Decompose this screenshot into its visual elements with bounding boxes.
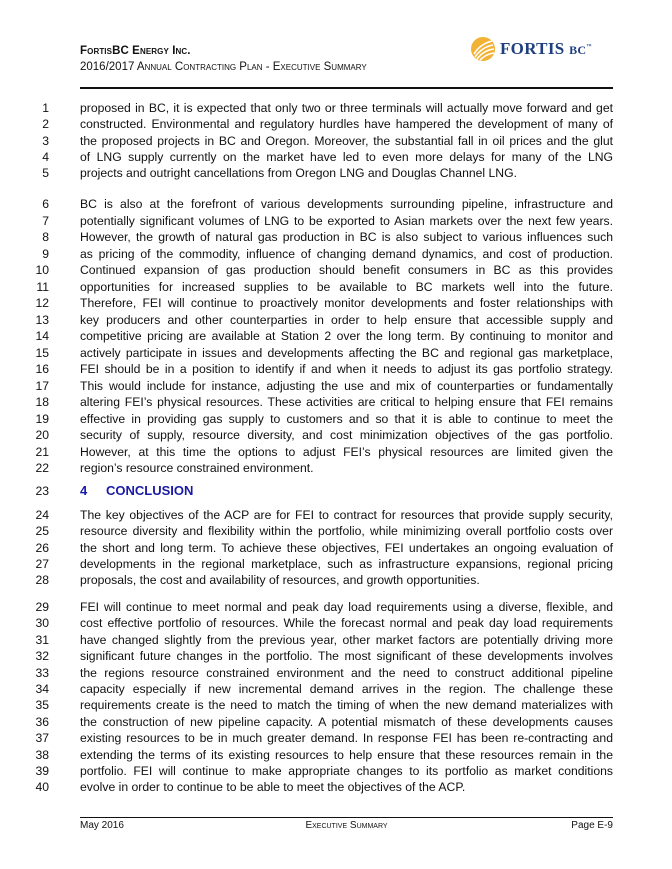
- section-number: 4: [80, 483, 88, 498]
- flame-icon: [470, 36, 496, 62]
- line-text: projects and outright cancellations from Oregon LNG and Douglas Channel LNG.: [80, 166, 517, 181]
- line-number: 13: [35, 312, 49, 327]
- text-line: [0, 570, 672, 590]
- line-number: 37: [35, 731, 49, 746]
- line-number: 2: [42, 117, 49, 132]
- company-name: FortisBC Energy Inc.: [80, 45, 191, 57]
- line-number: 6: [42, 197, 49, 211]
- line-number: 30: [35, 616, 49, 631]
- text-line: [0, 777, 672, 797]
- line-number: 36: [35, 714, 49, 729]
- line-number: 14: [35, 329, 49, 343]
- line-number: 40: [35, 780, 49, 795]
- footer-section: Executive Summary: [305, 820, 388, 831]
- footer-date: May 2016: [80, 820, 124, 831]
- line-text: evolve in order to continue to be able to meet the objectives of the ACP.: [80, 780, 466, 795]
- line-number: 39: [35, 764, 49, 778]
- line-number: 33: [35, 665, 49, 680]
- line-number: 3: [42, 133, 49, 148]
- line-text: security of supply, resource diversity, and cost minimization objectives of the gas portfolio.: [80, 428, 613, 442]
- line-text: the proposed projects in BC and Oregon. Moreover, the substantial fall in oil prices and the glut: [80, 133, 613, 148]
- line-text: Therefore, FEI will continue to proactively monitor developments and foster relationships with: [80, 296, 613, 310]
- line-text: the short and long term. To achieve these objectives, FEI undertakes an ongoing evaluation of: [80, 540, 613, 555]
- line-text: Continued expansion of gas production should benefit consumers in BC as this provides: [80, 263, 613, 277]
- line-text: have changed slightly from the previous year, other market factors are potentially driving more: [80, 632, 613, 647]
- line-number: 8: [42, 230, 49, 244]
- line-number: 28: [35, 573, 49, 588]
- text-line: [0, 163, 672, 183]
- line-text: of LNG supply currently on the market have led to even more delays for many of the LNG: [80, 149, 613, 164]
- line-text: effective in providing gas supply to customers and so that it is able to continue to meet the: [80, 411, 613, 426]
- line-number: 11: [36, 279, 49, 294]
- line-number: 34: [35, 682, 49, 696]
- document-subtitle: 2016/2017 Annual Contracting Plan - Executive Summary: [80, 61, 367, 73]
- line-text: significant future changes in the portfolio. The most significant of these developments involves: [80, 649, 613, 664]
- line-text: requirements create is the need to match the timing of when the new demand materializes with: [80, 698, 613, 713]
- line-number: 22: [35, 461, 49, 475]
- line-text: the regions resource constrained environment and the need to construct additional pipeline: [80, 665, 613, 680]
- line-text: This would include for instance, adjusting the use and mix of counterparties or fundamentally: [80, 378, 613, 393]
- section-heading: [80, 481, 613, 501]
- line-number: 24: [35, 508, 49, 522]
- line-text: FEI will continue to meet normal and peak day load requirements using a diverse, flexible, and: [80, 600, 613, 614]
- line-number: 17: [35, 378, 49, 393]
- line-number: 19: [35, 411, 49, 426]
- line-number: 25: [35, 524, 49, 539]
- line-number: 7: [42, 213, 49, 228]
- line-number: 10: [35, 263, 49, 277]
- line-text: competitive pricing are available at Station 2 over the long term. By continuing to monitor and: [80, 329, 613, 343]
- section-title: CONCLUSION: [106, 483, 194, 498]
- line-number: 20: [35, 428, 49, 442]
- footer-divider: [80, 817, 613, 818]
- line-text: cost effective portfolio of resources. While the forecast normal and peak day load requirements: [80, 616, 613, 631]
- line-number: 9: [42, 246, 49, 261]
- line-text: proposals, the cost and availability of resources, and growth opportunities.: [80, 573, 480, 588]
- line-text: opportunities for increased supplies to be available to BC markets well into the future.: [80, 279, 613, 294]
- line-number: 29: [35, 600, 49, 614]
- line-text: potentially significant volumes of LNG to be exported to Asian markets over the next few years.: [80, 213, 613, 228]
- line-text: BC is also at the forefront of various developments surrounding pipeline, infrastructure and: [80, 197, 613, 211]
- line-number: 31: [35, 632, 49, 647]
- line-text: actively participate in issues and developments affecting the BC and regional gas marketplace,: [80, 345, 613, 360]
- text-line: [0, 458, 672, 478]
- line-number: 38: [35, 747, 49, 762]
- line-number: 26: [35, 540, 49, 555]
- line-number: 32: [35, 649, 49, 664]
- line-text: developments in the regional marketplace, such as infrastructure expansions, regional pricing: [80, 556, 613, 571]
- line-text: resource diversity and flexibility within the portfolio, while minimizing overall portfolio costs over: [80, 524, 613, 539]
- line-number: 35: [35, 698, 49, 713]
- section-heading-line: [0, 481, 672, 501]
- line-text: existing resources to be in much greater demand. In response FEI has been re-contracting and: [80, 731, 613, 746]
- line-text: proposed in BC, it is expected that only two or three terminals will actually move forward and get: [80, 101, 613, 115]
- line-text: However, at this time the options to adjust FEI’s physical resources are limited given the: [80, 444, 613, 459]
- line-text: However, the growth of natural gas production in BC is also subject to various influences such: [80, 230, 613, 244]
- line-text: altering FEI’s physical resources. These activities are critical to helping ensure that FEI remains: [80, 395, 613, 409]
- line-text: the construction of new pipeline capacity. A potential mismatch of these developments causes: [80, 714, 613, 729]
- line-text: extending the terms of its existing resources to help ensure that these resources remain in the: [80, 747, 613, 762]
- logo-wordmark: FORTIS BC™: [500, 39, 592, 58]
- line-number: 23: [35, 484, 49, 498]
- line-number: 18: [35, 395, 49, 409]
- line-text: The key objectives of the ACP are for FEI to contract for resources that provide supply security,: [80, 508, 613, 522]
- line-number: 27: [35, 556, 49, 571]
- line-text: capacity especially if new incremental demand arrives in the region. The challenge these: [80, 682, 613, 696]
- line-text: as pricing of the commodity, influence of changing demand dynamics, and cost of production.: [80, 246, 613, 261]
- line-number: 21: [35, 444, 49, 459]
- line-text: region’s resource constrained environment.: [80, 461, 314, 475]
- line-text: constructed. Environmental and regulatory hurdles have hampered the development of many of: [80, 117, 613, 132]
- footer-page-number: Page E-9: [571, 820, 613, 831]
- line-text: FEI should be in a position to identify if and when it needs to adjust its gas portfolio strategy.: [80, 362, 613, 376]
- header-divider: [80, 87, 613, 89]
- line-number: 1: [42, 101, 49, 115]
- line-number: 15: [35, 345, 49, 360]
- line-text: portfolio. FEI will continue to make appropriate changes to its portfolio as market conditions: [80, 764, 613, 778]
- line-number: 5: [42, 166, 49, 181]
- line-number: 12: [35, 296, 49, 310]
- line-text: key producers and other counterparties in order to help ensure that accessible supply and: [80, 312, 613, 327]
- line-number: 16: [35, 362, 49, 376]
- fortisbc-logo: [470, 36, 592, 62]
- line-number: 4: [42, 149, 49, 164]
